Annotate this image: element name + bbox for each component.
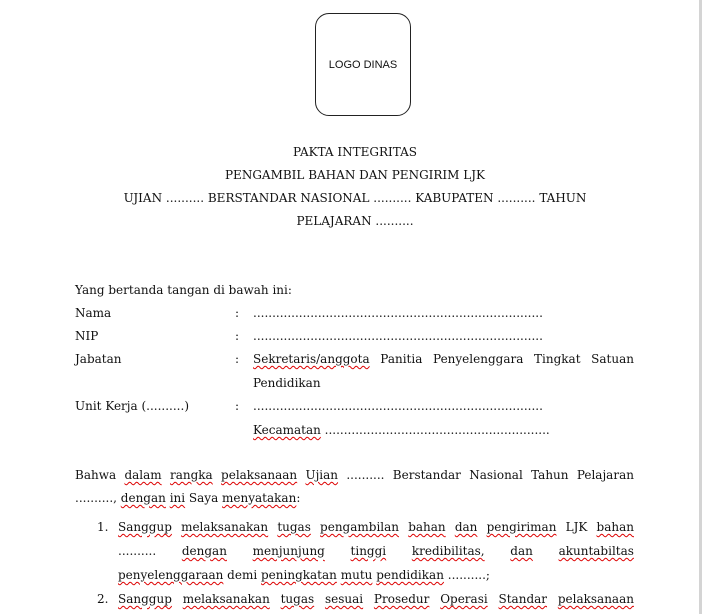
text-segment (429, 592, 440, 606)
field-value (253, 422, 550, 438)
text-segment (270, 592, 281, 606)
misspelled-word: dengan (120, 491, 166, 505)
list-item-line (118, 519, 634, 535)
misspelled-word: pengambilan (320, 520, 400, 534)
list-item-line (118, 543, 634, 559)
text-segment: ............................................................................ (253, 306, 543, 320)
text-segment: ........................................................... (320, 423, 550, 437)
text-segment (325, 544, 351, 558)
misspelled-word: Operasi (440, 592, 488, 606)
misspelled-word: dan (510, 544, 533, 558)
field-value (253, 328, 543, 344)
text-segment: Panitia Penyelenggara Tingkat Satuan (369, 352, 634, 366)
text-segment: ............................................................................ (253, 399, 543, 413)
misspelled-word: rangka (169, 468, 213, 482)
list-number: 2. (97, 592, 109, 606)
text-segment: ..........; (443, 568, 490, 582)
misspelled-word: pelaksanaan (557, 592, 634, 606)
text-segment (488, 592, 499, 606)
text-segment: ............................................................................ (253, 329, 543, 343)
field-label: NIP (75, 329, 99, 343)
paragraph-line (75, 467, 634, 483)
misspelled-word: menyatakan (222, 491, 297, 505)
field-colon: : (235, 352, 240, 366)
paragraph-line (75, 490, 300, 506)
text-segment: LJK (556, 520, 597, 534)
misspelled-word: mutu (340, 568, 373, 582)
misspelled-word: ini (169, 491, 186, 505)
title-line: PENGAMBIL BAHAN DAN PENGIRIM LJK (224, 168, 486, 182)
misspelled-word: sesuai (324, 592, 364, 606)
field-value (253, 398, 543, 414)
misspelled-word: tugas (280, 592, 315, 606)
misspelled-word: tinggi (350, 544, 387, 558)
text-segment: .......... Berstandar Nasional Tahun Pelajaran (338, 468, 634, 482)
misspelled-word: dengan (181, 544, 227, 558)
misspelled-word: Sanggup (118, 592, 172, 606)
misspelled-word: bahan (596, 520, 634, 534)
text-segment: demi (223, 568, 261, 582)
misspelled-word: Prosedur (373, 592, 430, 606)
title-line: PAKTA INTEGRITAS (292, 145, 418, 159)
text-segment: : (296, 491, 301, 505)
field-value (253, 351, 634, 367)
text-segment: .......... (118, 544, 157, 558)
list-item-line (118, 567, 490, 583)
field-label: Unit Kerja (..........) (75, 399, 189, 413)
misspelled-word: Ujian (305, 468, 339, 482)
field-colon: : (235, 306, 240, 320)
text-segment (227, 544, 253, 558)
text-segment (213, 468, 221, 482)
text-segment (533, 544, 559, 558)
misspelled-word: penyelenggaraan (118, 568, 224, 582)
field-value (253, 305, 543, 321)
misspelled-word: akuntabiltas (558, 544, 634, 558)
misspelled-word: Kecamatan (253, 423, 321, 437)
misspelled-word: melaksanakan (182, 592, 270, 606)
text-segment (363, 592, 374, 606)
misspelled-word: pendidikan (376, 568, 444, 582)
misspelled-word: melaksanakan (181, 520, 269, 534)
text-segment (477, 520, 486, 534)
text-segment (268, 520, 277, 534)
text-segment (172, 520, 181, 534)
misspelled-word: dan (454, 520, 478, 534)
misspelled-word: Sanggup (118, 520, 172, 534)
text-segment: Pendidikan (253, 376, 321, 390)
field-label: Jabatan (75, 352, 122, 366)
field-colon: : (235, 329, 240, 343)
misspelled-word: bahan (408, 520, 446, 534)
text-segment (399, 520, 408, 534)
intro-text: Yang bertanda tangan di bawah ini: (75, 283, 292, 297)
field-colon: : (235, 399, 240, 413)
title-line: UJIAN .......... BERSTANDAR NASIONAL .......... KABUPATEN .......... TAHUN (123, 191, 587, 205)
misspelled-word: pelaksanaan (221, 468, 298, 482)
text-segment (172, 592, 183, 606)
misspelled-word: dalam (124, 468, 162, 482)
misspelled-word: pengiriman (486, 520, 557, 534)
text-segment (386, 544, 412, 558)
title-line: PELAJARAN .......... (296, 214, 414, 228)
list-item-line (118, 591, 634, 607)
text-segment (446, 520, 455, 534)
misspelled-word: Sekretaris/anggota (253, 352, 370, 366)
field-value (253, 375, 321, 391)
misspelled-word: kredibilitas, (411, 544, 485, 558)
logo-text: LOGO DINAS (328, 58, 398, 71)
text-segment (156, 544, 182, 558)
field-label: Nama (75, 306, 112, 320)
text-segment (547, 592, 558, 606)
list-number: 1. (97, 520, 109, 534)
misspelled-word: menjunjung (252, 544, 325, 558)
logo-placeholder (315, 13, 411, 116)
text-segment (162, 468, 170, 482)
text-segment: Bahwa (75, 468, 125, 482)
text-segment: Saya (185, 491, 223, 505)
text-segment (485, 544, 511, 558)
text-segment (314, 592, 325, 606)
misspelled-word: peningkatan (261, 568, 337, 582)
text-segment (311, 520, 320, 534)
misspelled-word: tugas (277, 520, 311, 534)
text-segment: .........., (75, 491, 121, 505)
misspelled-word: Standar (498, 592, 548, 606)
